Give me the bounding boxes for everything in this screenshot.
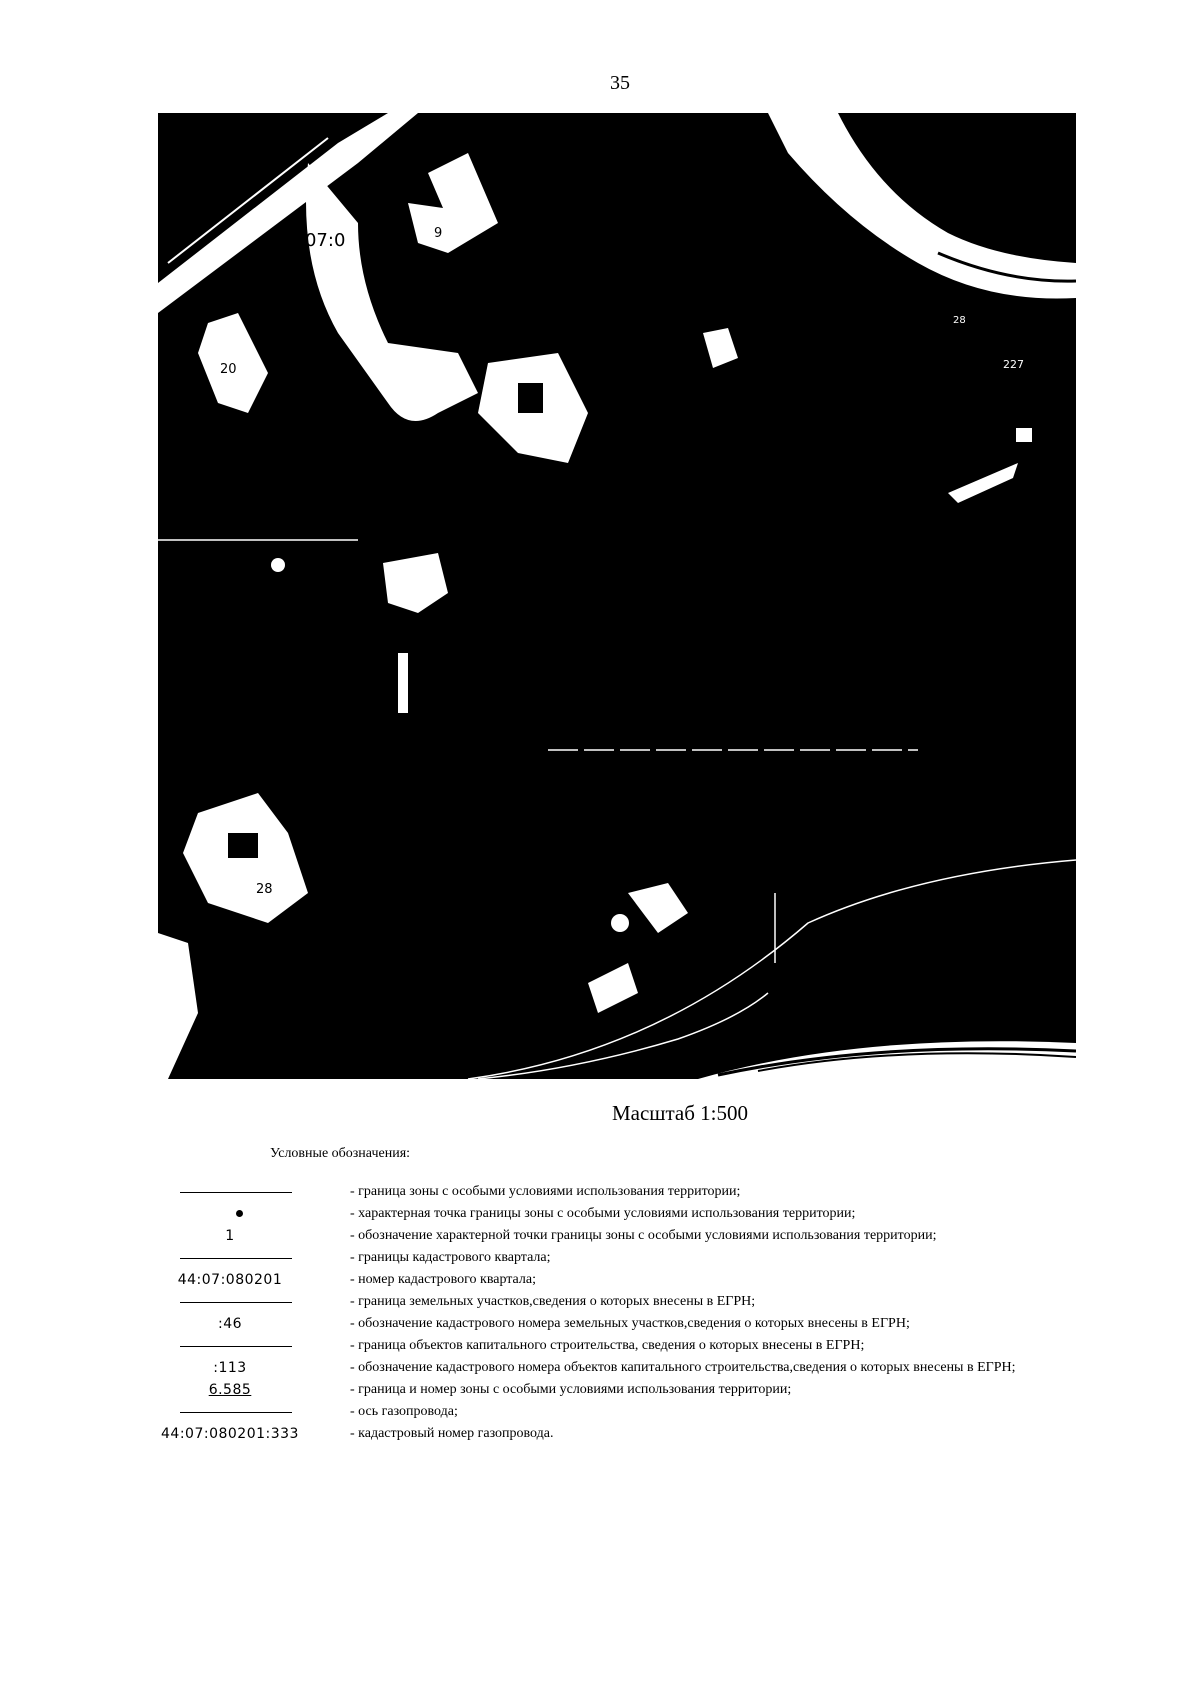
map-label-20: 20 — [220, 362, 237, 377]
legend-description: - граница зоны с особыми условиями использования территории; — [350, 1184, 741, 1199]
map-label-quarter: 44:07:0 — [276, 230, 346, 251]
map-label-28-top: 28 — [953, 315, 966, 326]
legend-description: - обозначение характерной точки границы зоны с особыми условиями использования территории; — [350, 1228, 937, 1243]
legend-description: - обозначение кадастрового номера земельных участков,сведения о которых внесены в ЕГРН; — [350, 1316, 910, 1331]
parcel-boundary-symbol — [180, 1302, 292, 1303]
legend-symbol-text: :46 — [217, 1316, 243, 1332]
legend-description: - ось газопровода; — [350, 1404, 458, 1419]
legend-row — [150, 1424, 1100, 1446]
quarter-boundary-symbol — [180, 1258, 292, 1259]
map-label-28: 28 — [256, 882, 273, 897]
map-label-227: 227 — [1003, 358, 1024, 371]
page-number: 35 — [610, 72, 630, 94]
legend-symbol-text: :113 — [213, 1360, 247, 1376]
legend-row — [150, 1292, 1100, 1314]
legend-row — [150, 1358, 1100, 1380]
legend-description: - граница земельных участков,сведения о которых внесены в ЕГРН; — [350, 1294, 756, 1309]
legend-description: - обозначение кадастрового номера объектов капитального строительства,сведения о которых внесены в ЕГРН; — [350, 1360, 1016, 1375]
legend-description: - номер кадастрового квартала; — [350, 1272, 536, 1287]
map-label-9: 9 — [434, 226, 443, 241]
legend-row — [150, 1182, 1100, 1204]
legend-row — [150, 1248, 1100, 1270]
legend-description: - кадастровый номер газопровода. — [350, 1426, 554, 1441]
legend-symbol-text: 1 — [225, 1228, 235, 1244]
legend-symbol-text: 44:07:080201:333 — [161, 1426, 299, 1442]
legend-description: - граница объектов капитального строительства, сведения о которых внесены в ЕГРН; — [350, 1338, 865, 1353]
legend-description: - границы кадастрового квартала; — [350, 1250, 551, 1265]
pipeline-axis-symbol — [180, 1412, 292, 1413]
legend-row — [150, 1336, 1100, 1358]
legend-description: - характерная точка границы зоны с особыми условиями использования территории; — [350, 1206, 856, 1221]
legend-symbol-text: 6.585 — [208, 1382, 252, 1398]
legend-row — [150, 1314, 1100, 1336]
legend-row — [150, 1270, 1100, 1292]
zone-boundary-symbol — [180, 1192, 292, 1193]
map-scale: Масштаб 1:500 — [611, 1101, 748, 1125]
legend-row — [150, 1380, 1100, 1402]
legend-title: Условные обозначения: — [270, 1146, 411, 1161]
map-image — [158, 113, 1076, 1079]
building-boundary-symbol — [180, 1346, 292, 1347]
legend-row — [150, 1402, 1100, 1424]
legend-row — [150, 1204, 1100, 1226]
point-symbol — [236, 1210, 243, 1217]
legend — [150, 1182, 1100, 1446]
legend-symbol-text: 44:07:080201 — [177, 1272, 283, 1288]
legend-row — [150, 1226, 1100, 1248]
legend-description: - граница и номер зоны с особыми условиями использования территории; — [350, 1382, 792, 1397]
aerial-map — [158, 113, 1076, 1079]
